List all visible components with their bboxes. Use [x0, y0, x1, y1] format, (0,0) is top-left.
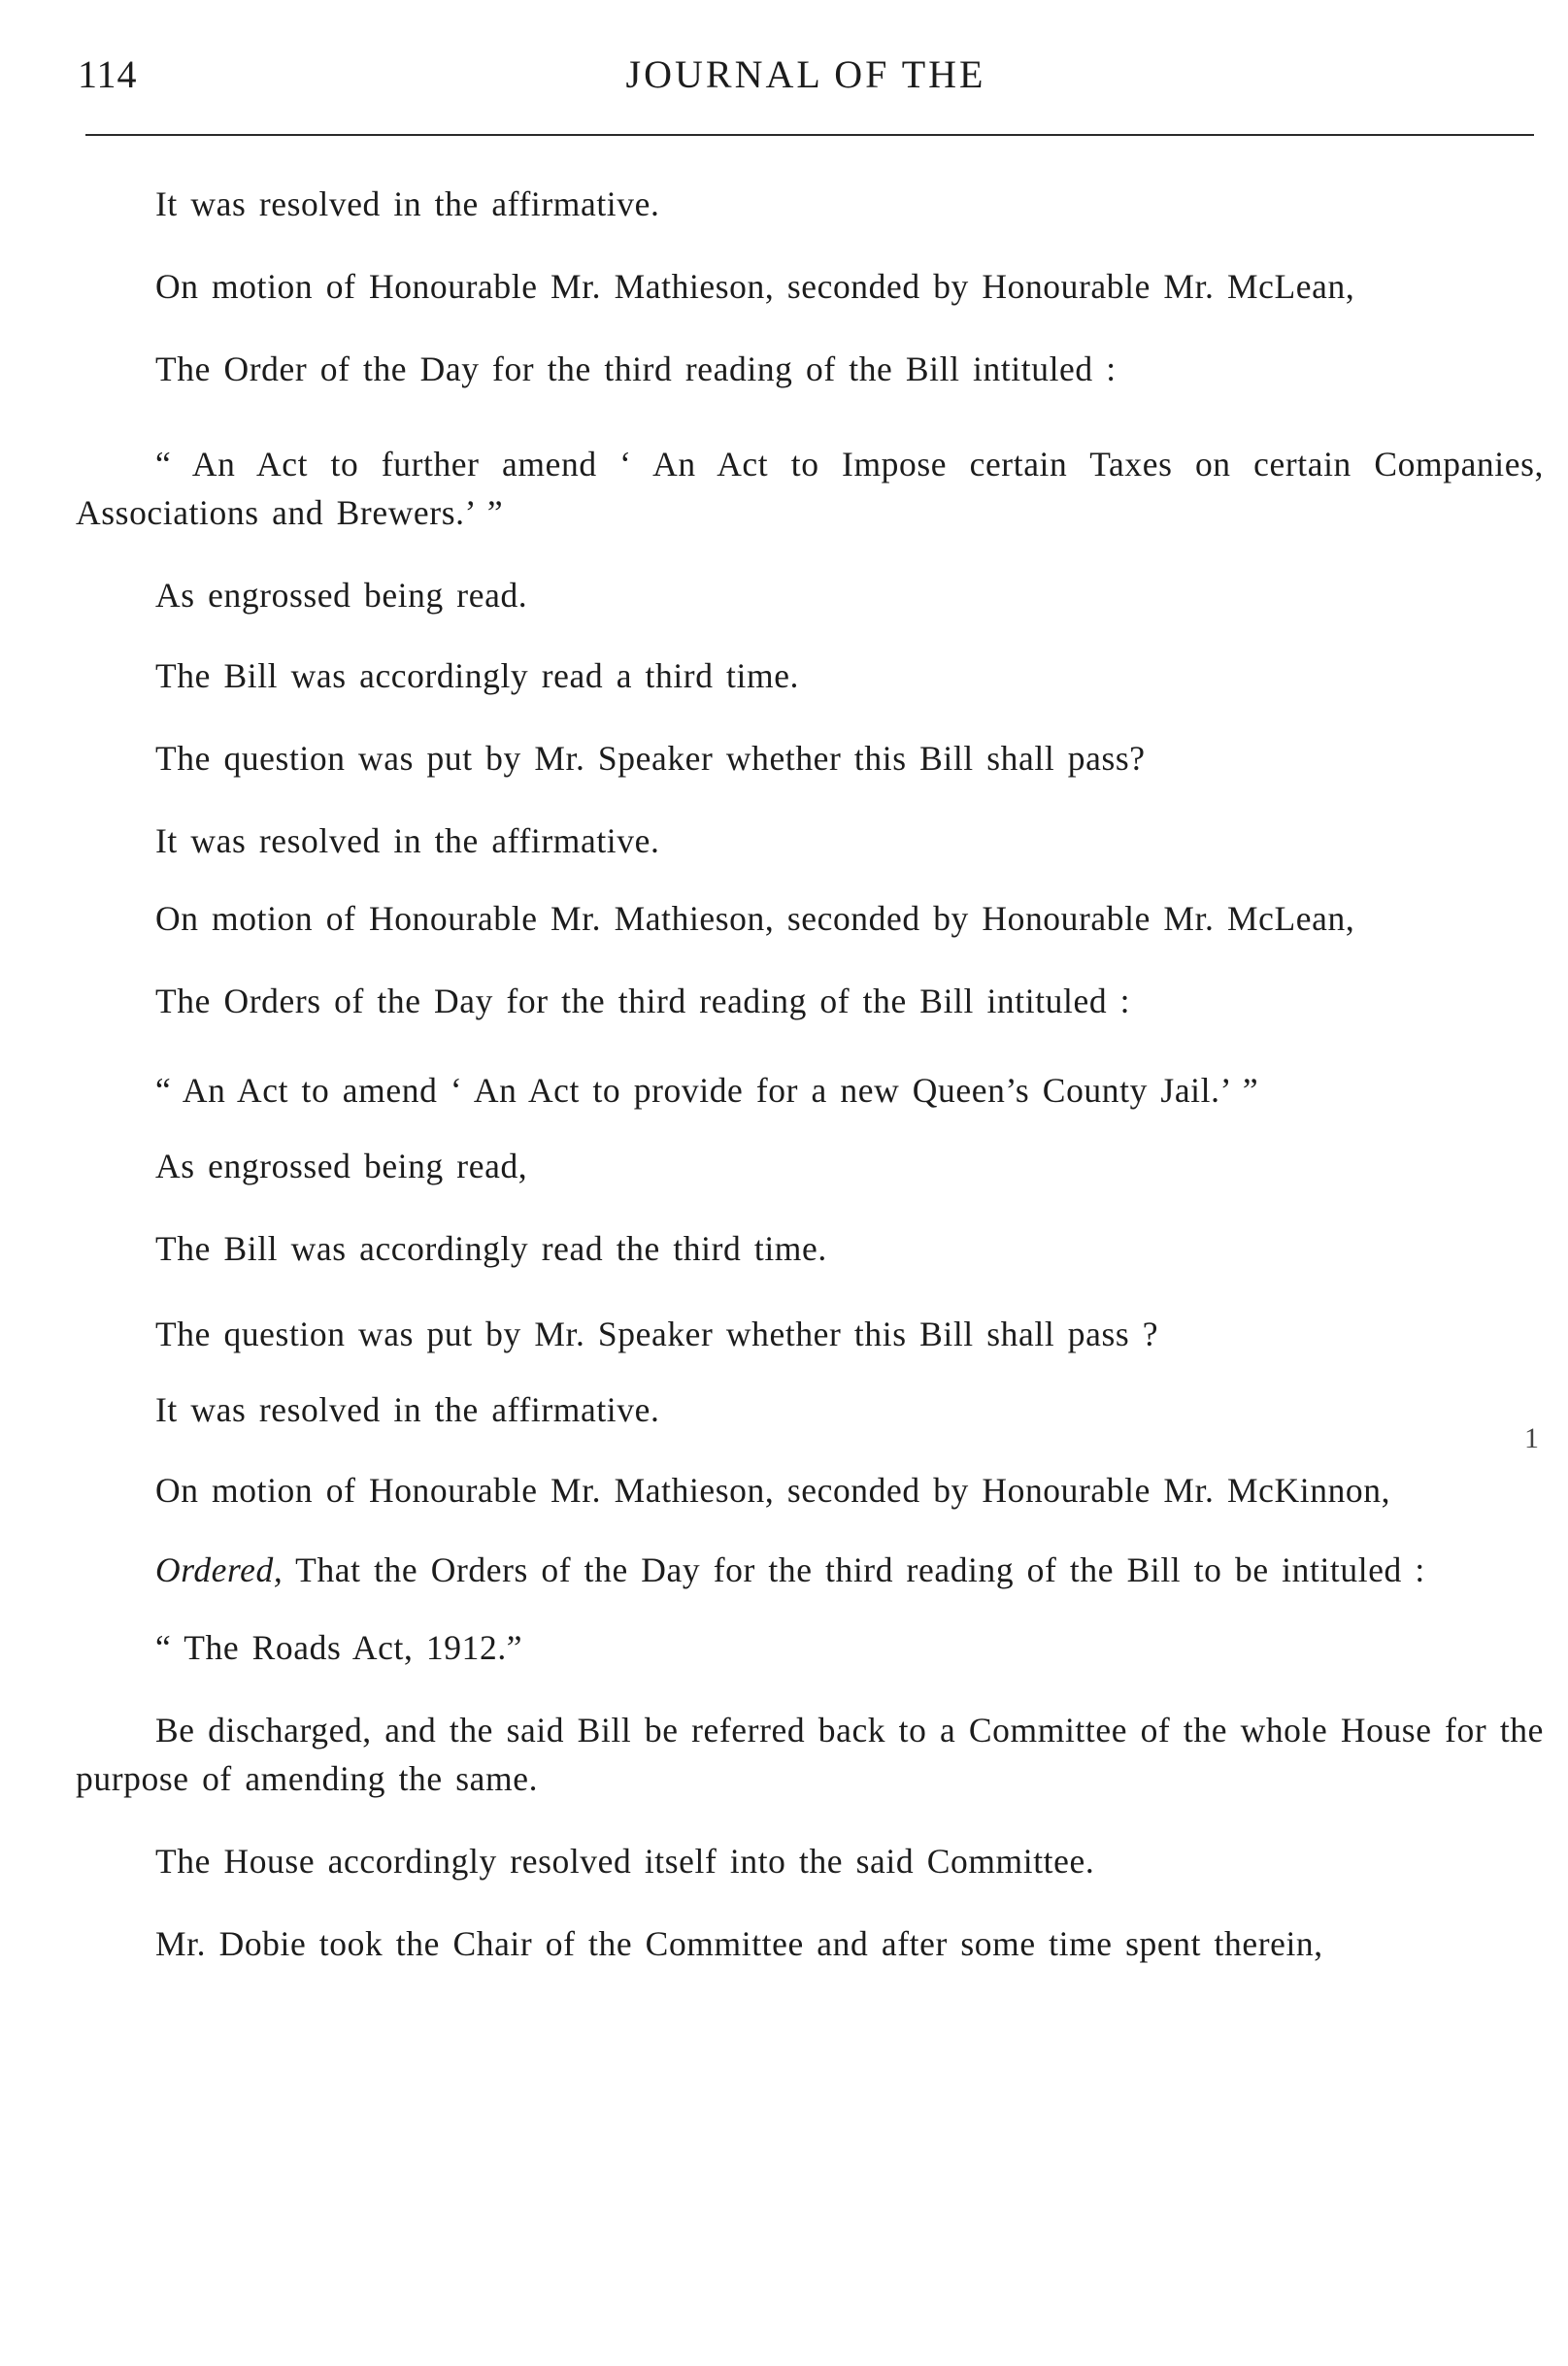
journal-paragraph — [76, 440, 1544, 537]
paragraph-text: On motion of Honourable Mr. Mathieson, seconded by Honourable Mr. McKinnon, — [155, 1471, 1391, 1510]
journal-paragraph — [76, 345, 1544, 393]
paragraph-text: Mr. Dobie took the Chair of the Committee and after some time spent therein, — [155, 1924, 1323, 1963]
paragraph-text: As engrossed being read, — [155, 1147, 528, 1185]
paragraph-text: “ The Roads Act, 1912.” — [155, 1628, 523, 1667]
header-rule — [85, 134, 1534, 136]
paragraph-text: “ An Act to further amend ‘ An Act to Impose certain Taxes on certain Companies, Associations and Brewers.’ ” — [76, 445, 1544, 532]
journal-paragraph — [76, 1466, 1544, 1515]
journal-paragraph — [76, 180, 1544, 228]
journal-paragraph — [76, 262, 1544, 311]
paragraph-text: Be discharged, and the said Bill be referred back to a Committee of the whole House for the purpose of amending the same. — [76, 1711, 1544, 1798]
paragraph-text: It was resolved in the affirmative. — [155, 184, 660, 223]
page-header — [78, 44, 1534, 102]
journal-paragraph — [76, 816, 1544, 865]
paragraph-text: The Order of the Day for the third reading of the Bill intituled : — [155, 350, 1117, 388]
journal-paragraph — [76, 1706, 1544, 1803]
paragraph-text: As engrossed being read. — [155, 576, 528, 615]
journal-paragraph — [76, 1837, 1544, 1885]
journal-body — [76, 180, 1544, 1968]
journal-paragraph — [76, 1310, 1544, 1358]
paragraph-text: “ An Act to amend ‘ An Act to provide for a new Queen’s County Jail.’ ” — [155, 1071, 1259, 1110]
paragraph-text: On motion of Honourable Mr. Mathieson, seconded by Honourable Mr. McLean, — [155, 267, 1355, 306]
journal-paragraph — [76, 977, 1544, 1025]
journal-paragraph — [76, 1919, 1544, 1968]
paragraph-text: On motion of Honourable Mr. Mathieson, seconded by Honourable Mr. McLean, — [155, 899, 1355, 938]
journal-paragraph — [76, 1546, 1544, 1594]
paragraph-text: The Bill was accordingly read a third time. — [155, 656, 800, 695]
paragraph-text: The House accordingly resolved itself into the said Committee. — [155, 1842, 1095, 1881]
journal-paragraph — [76, 571, 1544, 619]
paragraph-text: The question was put by Mr. Speaker whether this Bill shall pass? — [155, 739, 1146, 778]
journal-paragraph — [76, 1142, 1544, 1190]
paragraph-text: It was resolved in the affirmative. — [155, 821, 660, 860]
journal-paragraph — [76, 1066, 1544, 1115]
journal-paragraph — [76, 1385, 1544, 1434]
page-number: 114 — [78, 52, 138, 96]
margin-mark: 1 — [1524, 1422, 1539, 1454]
paragraph-text: It was resolved in the affirmative. — [155, 1390, 660, 1429]
paragraph-text: That the Orders of the Day for the third reading of the Bill to be intituled : — [283, 1550, 1425, 1589]
paragraph-lead-word: Ordered, — [155, 1550, 284, 1589]
journal-paragraph — [76, 1224, 1544, 1273]
journal-paragraph — [76, 894, 1544, 943]
paragraph-text: The Orders of the Day for the third reading of the Bill intituled : — [155, 982, 1131, 1020]
paragraph-text: The Bill was accordingly read the third time. — [155, 1229, 827, 1268]
journal-paragraph — [76, 1623, 1544, 1672]
journal-paragraph — [76, 651, 1544, 700]
paragraph-text: The question was put by Mr. Speaker whether this Bill shall pass ? — [155, 1315, 1159, 1353]
running-title: JOURNAL OF THE — [625, 52, 986, 96]
journal-paragraph — [76, 734, 1544, 783]
